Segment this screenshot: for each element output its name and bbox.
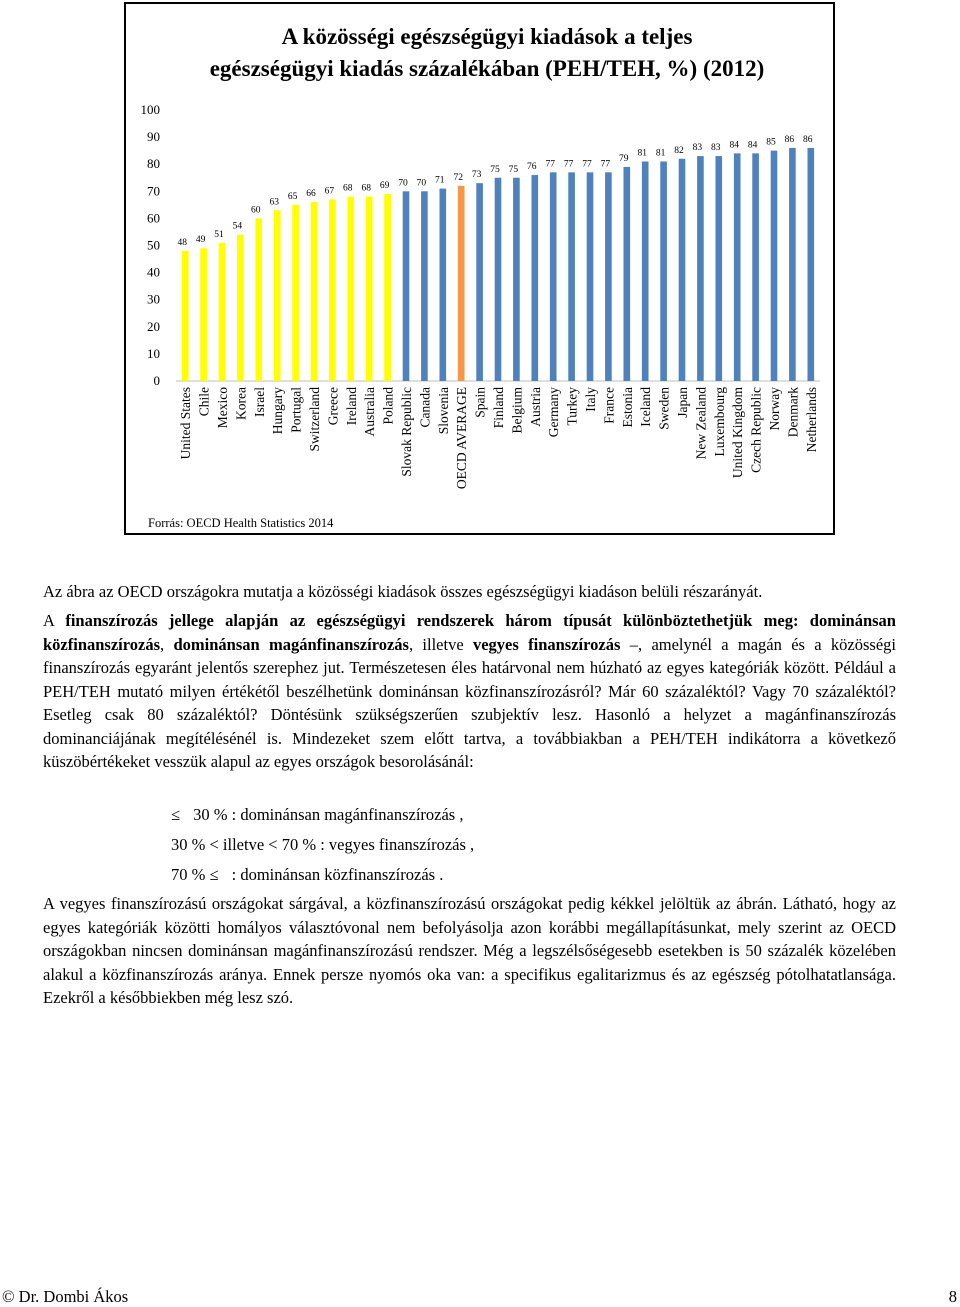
bar [697,156,704,381]
p1-text-2: , [160,634,174,654]
category-label: Belgium [509,387,525,434]
bar [568,172,575,381]
bar-value-label: 75 [508,164,519,175]
category-label: Germany [546,387,562,438]
y-tick-label: 100 [140,102,160,117]
category-label: Austria [527,387,543,427]
footer-author: © Dr. Dombi Ákos [2,1287,129,1306]
threshold-mixed-text: 30 % < illetve < 70 % : vegyes finanszírozás , [171,835,475,854]
bar-value-label: 83 [692,143,703,154]
threshold-private-text: 30 % : dominánsan magánfinanszírozás , [193,805,464,824]
bar [292,205,299,381]
y-tick-label: 0 [153,373,160,388]
bar [219,243,226,381]
chart-caption: Az ábra az OECD országokra mutatja a közösségi kiadások összes egészségügyi kiadáson belüli részarányát. [43,582,763,601]
bar [237,235,244,381]
y-tick-label: 40 [147,264,160,280]
paragraph-colors: A vegyes finanszírozású országokat sárgával, a közfinanszírozású országokat pedig kékkel jelöltük az ábrán. Látható, hogy az egyes kategóriák közötti homályos választóvonal nem befolyásolja azon korábbi megállapításunkat, mely szerint az OECD országokban nincsen dominánsan magánfinanszírozású rendszer. Még a legszélsőségesebb esetekben is 50 százalék közelében alakul a közfinanszírozás aránya. Ennek persze nyomós oka van: a specifikus egalitarizmus és az egészség pótolhatatlansága. Ezekről a későbbiekben még lesz szó. [43,894,896,1007]
category-label: Hungary [270,387,286,435]
p1-text: A [43,611,66,630]
bar-value-label: 54 [232,221,243,232]
chart-frame [124,2,835,535]
bar-value-label: 68 [361,183,371,194]
bar-value-label: 85 [766,137,776,148]
bar [715,156,722,381]
bar-value-label: 66 [306,189,316,200]
threshold-public [171,860,474,890]
bar [752,153,759,381]
bar [439,189,446,381]
p1-bold-3: vegyes finanszírozás [472,634,621,654]
bar [476,183,483,381]
category-label: Poland [380,387,396,425]
category-label: Estonia [619,387,635,428]
bar-value-label: 77 [545,159,555,170]
category-label: Portugal [288,387,304,433]
p1-bold-2: dominánsan magánfinanszírozás [173,634,409,654]
y-tick-label: 10 [147,345,160,361]
bar-value-label: 77 [582,159,592,170]
bar-value-label: 79 [619,153,629,164]
chart-title-line2: egészségügyi kiadás százalékában (PEH/TEH, %) (2012) [209,56,765,81]
category-label: Luxembourg [711,387,727,457]
bar [403,191,410,381]
bar-value-label: 84 [747,140,758,151]
p1-bold-1: finanszírozás jellege alapján az egészségügyi rendszerek három típusát különböztethetjük meg: dominánsan közfinanszírozás [43,611,896,654]
category-label: Greece [325,387,341,426]
bar [513,178,520,381]
category-labels [178,387,819,490]
bar-value-label: 51 [214,229,224,240]
bar-value-label: 71 [435,175,445,186]
bar-value-label: 69 [379,181,390,192]
category-label: Finland [491,387,506,429]
bar [550,172,557,381]
y-tick-label: 70 [147,183,160,199]
bar-value-label: 49 [195,235,206,246]
leq-symbol-2: ≤ [209,865,219,884]
bar-value-label: 60 [251,205,261,216]
bar-value-label: 73 [471,170,482,181]
bar [623,167,630,381]
bar-value-label: 86 [803,134,813,145]
category-label: Spain [472,387,488,418]
bar [366,197,373,381]
bar-chart [126,4,833,533]
chart-source: Forrás: OECD Health Statistics 2014 [148,516,334,530]
category-label: Ireland [343,387,359,426]
bar [660,161,667,381]
page-number: 8 [948,1287,957,1306]
category-label: Slovak Republic [399,387,414,477]
bar [807,148,814,381]
bar-value-label: 65 [287,191,298,202]
category-label: Slovenia [435,387,451,435]
category-label: Switzerland [307,387,322,452]
category-label: France [601,387,617,424]
bar-value-label: 70 [398,178,408,189]
bar [200,248,207,381]
leq-symbol: ≤ [171,805,181,824]
threshold-private [171,800,474,830]
category-label: OECD AVERAGE [454,387,470,490]
bar-value-label: 75 [490,164,500,175]
category-label: United States [178,387,194,460]
category-label: Korea [233,387,249,420]
bar [734,153,741,381]
category-label: New Zealand [693,387,709,460]
bar [605,172,612,381]
category-label: Netherlands [803,387,819,453]
bar [255,218,262,381]
threshold-mixed [171,830,474,860]
category-label: Australia [362,387,378,437]
bar [642,161,649,381]
category-label: Denmark [785,387,801,438]
bar-value-label: 48 [177,237,187,248]
y-tick-label: 90 [147,129,160,145]
bar [274,210,281,381]
bar-value-label: 67 [324,186,335,197]
p1-text-3: , illetve [408,634,473,654]
threshold-public-prefix: 70 % [171,865,206,884]
threshold-list [171,800,474,890]
category-label: Turkey [564,387,580,426]
bar-value-label: 82 [674,145,684,156]
bar-value-label: 70 [416,178,427,189]
bar [495,178,502,381]
y-tick-label: 50 [147,237,160,253]
bar-value-label: 72 [453,172,463,183]
bar [789,148,796,381]
bar [679,159,686,381]
category-label: Iceland [638,387,654,427]
chart-title-line1: A közösségi egészségügyi kiadások a teljes [281,24,693,49]
bar-value-label: 86 [784,134,795,145]
bar [771,151,778,381]
category-label: Mexico [215,387,230,429]
threshold-public-text: : dominánsan közfinanszírozás . [231,865,444,884]
p1-text-4: –, amelynél a magán és a közösségi finanszírozás egyaránt jelentős szerephez jut. Természetesen éles határvonal nem húzható az egyes kategóriák között. Például a PEH/TEH mutató milyen értékétől beszélhetünk dominánsan közfinanszírozásról? Már 60 százaléktól? Vagy 70 százaléktól? Esetleg csak 80 százaléktól? Döntésünk szükségszerűen szubjektív lesz. Hasonló a helyzet a magánfinanszírozás dominanciájának megítélésénél is. Mindezeket szem előtt tartva, a továbbiakban a PEH/TEH indikátorra a következő küszöbértékeket vesszük alapul az egyes országok besorolásánál: [43,634,896,771]
bar [347,197,354,381]
category-label: Canada [417,387,433,428]
paragraph-financing-types [43,609,896,774]
y-tick-label: 20 [147,318,160,334]
y-tick-label: 60 [147,210,160,226]
bar-value-label: 83 [711,143,721,154]
bar-value-label: 81 [655,148,666,159]
bar [458,186,465,381]
category-label: Sweden [656,387,672,430]
y-tick-label: 30 [147,291,160,307]
bar [384,194,391,381]
category-label: Israel [251,387,267,417]
bar [182,251,189,381]
category-label: Chile [196,387,212,417]
bar [421,191,428,381]
bar [587,172,594,381]
category-label: United Kingdom [730,387,746,479]
category-label: Norway [767,387,782,431]
bar [311,202,318,381]
bar-value-label: 77 [600,159,611,170]
bar [531,175,538,381]
category-label: Japan [675,387,690,418]
bar-value-label: 81 [637,148,647,159]
bar-value-label: 76 [527,162,537,173]
category-label: Czech Republic [748,387,764,473]
category-label: Italy [583,387,598,412]
y-tick-label: 80 [147,156,160,172]
bar-value-label: 84 [729,140,739,151]
bar [329,199,336,381]
bar-value-label: 63 [269,197,279,208]
bar-value-label: 77 [563,159,574,170]
bar-value-label: 68 [343,183,353,194]
